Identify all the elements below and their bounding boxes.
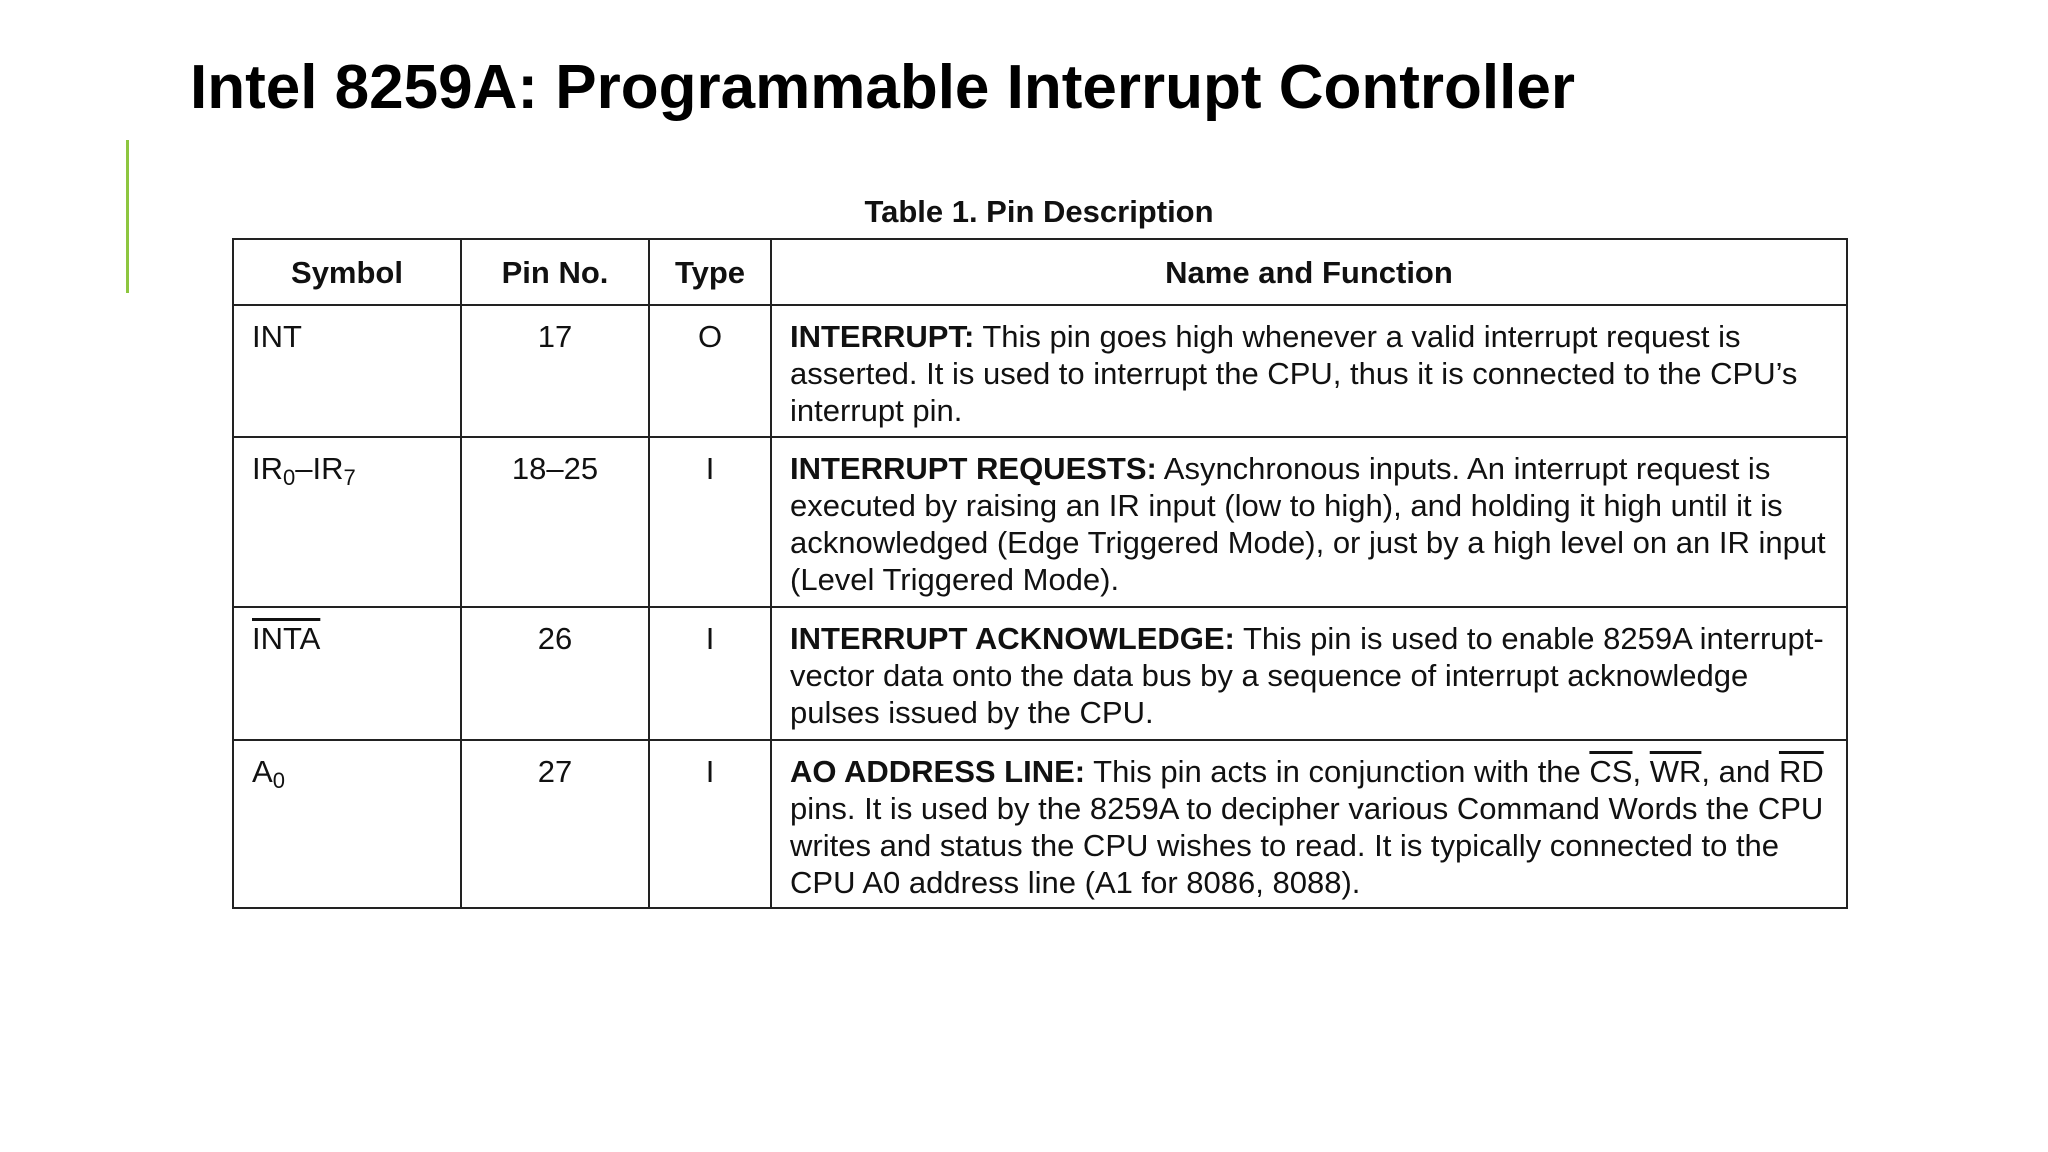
separator: , and — [1701, 754, 1779, 789]
header-name-and-function: Name and Function — [771, 239, 1847, 305]
table-row — [233, 305, 1847, 437]
symbol-overlined: INTA — [252, 621, 321, 656]
header-symbol: Symbol — [233, 239, 461, 305]
symbol-cell — [233, 437, 461, 607]
table-header-row — [233, 239, 1847, 305]
table-row — [233, 740, 1847, 908]
function-description: Asynchronous inputs. An interrupt request is executed by raising an IR input (low to high), and holding it high until it is acknowledged (Edge Triggered Mode), or just by a high level on an IR input (Level Triggered Mode). — [790, 451, 1826, 597]
function-cell — [771, 437, 1847, 607]
symbol-subscript: 7 — [343, 465, 356, 490]
symbol-cell: INT — [233, 305, 461, 437]
function-cell — [771, 607, 1847, 740]
accent-bar — [126, 140, 129, 293]
table-caption: Table 1. Pin Description — [864, 194, 1214, 229]
function-description: This pin is used to enable 8259A interrupt-vector data onto the data bus by a sequence of interrupt acknowledge pulses issued by the CPU. — [790, 621, 1824, 730]
function-name: INTERRUPT REQUESTS: — [790, 451, 1157, 486]
type-cell: I — [649, 607, 771, 740]
function-cell — [771, 740, 1847, 908]
slide-title: Intel 8259A: Programmable Interrupt Controller — [190, 53, 1575, 122]
pin-description-table — [232, 238, 1848, 909]
symbol-subscript: 0 — [283, 465, 296, 490]
signal-wr: $\overline{WR}$ — [1649, 754, 1702, 789]
signal-cs: $\overline{CS}$ — [1589, 754, 1633, 789]
header-type: Type — [649, 239, 771, 305]
symbol-dash: –IR — [295, 451, 344, 486]
function-name: AO ADDRESS LINE: — [790, 754, 1086, 789]
type-cell: O — [649, 305, 771, 437]
function-cell — [771, 305, 1847, 437]
function-name: INTERRUPT: — [790, 319, 975, 354]
pin-cell: 18–25 — [461, 437, 649, 607]
symbol-subscript: 0 — [272, 768, 285, 793]
type-cell: I — [649, 437, 771, 607]
separator: , — [1632, 754, 1650, 789]
pin-cell: 27 — [461, 740, 649, 908]
pin-cell: 17 — [461, 305, 649, 437]
header-pin-no: Pin No. — [461, 239, 649, 305]
symbol-cell — [233, 607, 461, 740]
symbol-base: IR — [252, 451, 283, 486]
table-row — [233, 607, 1847, 740]
symbol-cell — [233, 740, 461, 908]
function-description: This pin acts in conjunction with the — [1085, 754, 1590, 789]
symbol-base: A — [252, 754, 273, 789]
function-description: This pin goes high whenever a valid interrupt request is asserted. It is used to interrupt the CPU, thus it is connected to the CPU’s interrupt pin. — [790, 319, 1798, 428]
function-description: pins. It is used by the 8259A to decipher various Command Words the CPU writes and status the CPU wishes to read. It is typically connected to the CPU A0 address line (A1 for 8086, 8088). — [790, 791, 1824, 900]
table-row — [233, 437, 1847, 607]
pin-cell: 26 — [461, 607, 649, 740]
type-cell: I — [649, 740, 771, 908]
signal-rd: $\overline{RD}$ — [1778, 754, 1824, 789]
function-name: INTERRUPT ACKNOWLEDGE: — [790, 621, 1235, 656]
